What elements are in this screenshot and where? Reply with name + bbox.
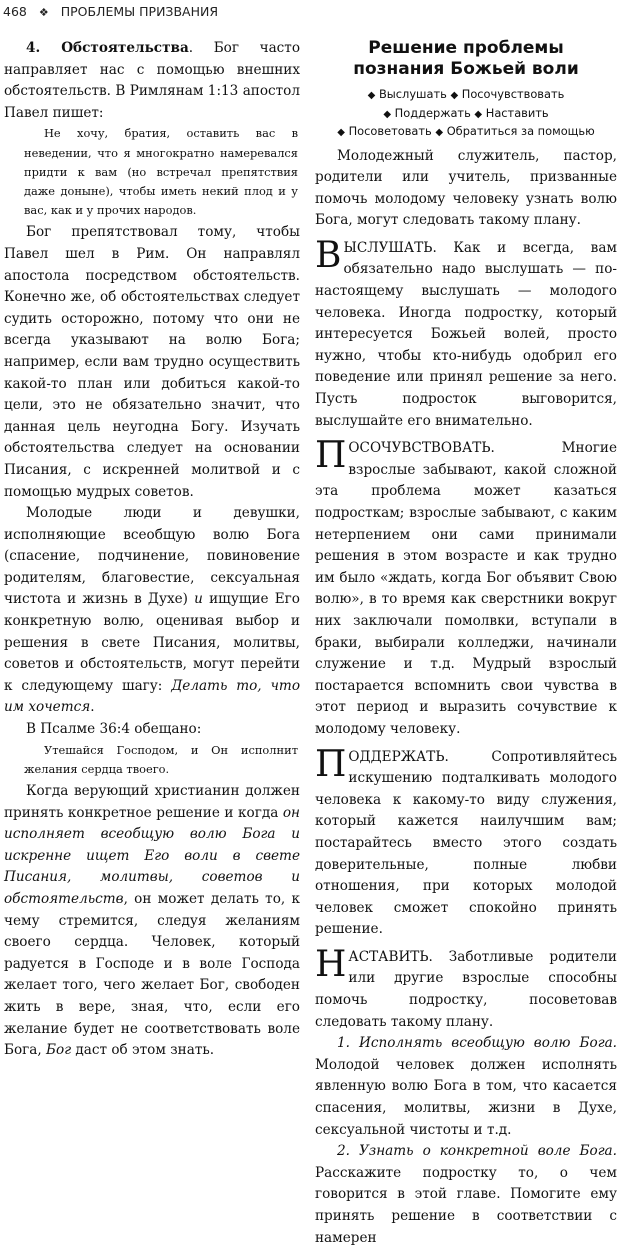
paragraph-circumstances [4,38,300,124]
keyword: Посоветовать [348,124,432,138]
keyword: Наставить [485,105,549,120]
quote-text: Не хочу, братия, оставить вас в неведении, что я многократно намеревался придти к вам (но встречал препятствия даже доныне), чтобы иметь некий плод и у вас, как и у прочих народов. [24,126,298,218]
black-diamond-icon: ◆ [367,90,376,101]
step-text: Как и всегда, вам обязательно надо выслушать — по-настоящему выслушать — молодого человека. Иногда подростку, который интересуется Божьей волей, просто нужно, чтобы кто-нибудь одобрил его поведение или принял решение за него. Пусть подросток выговорится, выслушайте его внимательно. [315,239,617,429]
step-instruct [315,943,617,1033]
keyword: Поддержать [394,105,471,120]
step-heading: ОСОЧУВСТВОВАТЬ. [348,440,495,457]
step-sympathize [315,435,617,740]
black-diamond-icon: ◆ [383,108,392,120]
paragraph-text: . Бог часто направляет нас с помощью внешних обстоятельств. В Римлянам 1:13 апостол Павел пишет: [4,40,300,121]
plan-item-heading: 1. Исполнять всеобщую волю Бога. [337,1035,617,1052]
sidebar-title-line: Решение проблемы [368,38,564,58]
sidebar-column [315,38,617,1249]
sidebar-title-line: познания Божьей воли [353,59,579,79]
scripture-quote-psalm [24,741,298,779]
keyword: Выслушать [378,87,447,101]
left-column [4,38,300,1062]
paragraph-title: 4. Обстоятельства [26,40,189,56]
keyword: Обратиться за помощью [446,124,595,138]
text-run: ищущие Его конкретную волю, оценивая выбор и решения в свете Писания, молитвы, советов и обстоятельств, могут перейти к следующему шагу: [4,591,300,694]
keyword-list [315,86,617,142]
keyword: Посочувствовать [461,87,565,101]
drop-cap: П [315,435,347,477]
black-diamond-icon: ◆ [474,108,483,120]
paragraph [4,781,300,1062]
step-text: Заботливые родители или другие взрослые способны помочь подростку, посоветовав следовать такому плану. [315,948,617,1030]
plan-item-text: Молодой человек должен исполнять явленную волю Бога в том, что касается спасения, молитвы, жизни в Духе, сексуальной чистоты и т.д. [315,1056,617,1138]
paragraph: Бог препятствовал тому, чтобы Павел шел в Рим. Он направлял апостола посредством обстоятельств. Конечно же, об обстоятельствах следует судить осторожно, потому что они не всегда указывают на волю Бога; например, если вам трудно осуществить какой-то план или добиться какой-то цели, это не обязательно значит, что данная цель неугодна Богу. Изучать обстоятельства следует на основании Писания, с искренней молитвой и с помощью мудрых советов. [4,224,300,500]
text-run: Делать то, что им хочется [4,677,300,716]
step-text: Многие взрослые забывают, какой сложной эта проблема может казаться подросткам; взрослые забывают, с каким нетерпением они сами принимали решения в этом возрасте и как трудно им было «ждать, когда Бог объявит Свою волю», в то время как сверстники вокруг них заключали помолвки, вступали в браки, выбирали колледжи, начинали служение и т.д. Мудрый взрослый постарается вспомнить свои чувства в этот период и выразить сочувствие к молодому человеку. [315,440,617,737]
text-run: Бог [46,1042,72,1059]
paragraph: В Псалме 36:4 обещано: [26,721,202,738]
step-heading: АСТАВИТЬ. [348,948,433,965]
text-run: и [187,591,210,608]
step-heading: ЫСЛУШАТЬ. [343,239,437,256]
plan-item-2 [315,1141,617,1249]
step-support [315,743,617,941]
text-run: Молодые люди и девушки, исполняющие всеобщую волю Бога (спасение, подчинение, повиновение родителям, благовестие, сексуальная чистота и жизнь в Духе) [4,505,300,608]
black-diamond-icon: ◆ [435,127,444,138]
step-listen [315,234,617,432]
black-diamond-icon: ◆ [337,127,345,138]
text-run: , он может делать то, к чему стремится, следуя желаниям своего сердца. Человек, который радуется в Господе и в воле Господа желает того, чего желает Бог, свободен жить в вере, зная, что, если его желание будет не соответствовать воле Бога, [4,891,300,1059]
plan-item-heading: 2. Узнать о конкретной воле Бога. [337,1143,617,1160]
plan-item-text: Расскажите подростку то, о чем говорится в этой главе. Помогите ему принять решение в соответствии с намерен [315,1164,617,1246]
scripture-quote-romans [24,124,298,220]
text-run: . [90,699,95,716]
section-title: ПРОБЛЕМЫ ПРИЗВАНИЯ [60,4,219,19]
text-run: Когда верующий христианин должен принять конкретное решение и когда [4,783,300,821]
text-run: даст об этом знать. [71,1042,215,1059]
step-heading: ОДДЕРЖАТЬ. [348,748,449,765]
diamond-bullet-icon: ❖ [38,6,49,19]
sidebar-intro: Молодежный служитель, пастор, родители или учитель, призванные помочь молодому человеку узнать волю Бога, могут следовать такому плану. [315,147,617,229]
step-text: Сопротивляйтесь искушению подталкивать молодого человека к какому-то виду служения, который кажется наилучшим вам; постарайтесь вместо этого создать доверительные, полные любви отношения, при которых молодой человек сможет спокойно принять решение. [315,748,617,938]
paragraph [4,503,300,719]
page-number: 468 [3,4,27,19]
drop-cap: В [315,234,342,276]
running-head [3,1,218,23]
sidebar-title [315,38,617,80]
drop-cap: П [315,743,347,785]
drop-cap: Н [315,943,347,985]
text-run: он исполняет всеобщую волю Бога и искренне ищет Его воли в свете Писания, молитвы, советов и обстоятельств [4,804,300,908]
quote-text: Утешайся Господом, и Он исполнит желания сердца твоего. [24,742,298,776]
black-diamond-icon: ◆ [450,90,459,101]
plan-item-1 [315,1033,617,1141]
